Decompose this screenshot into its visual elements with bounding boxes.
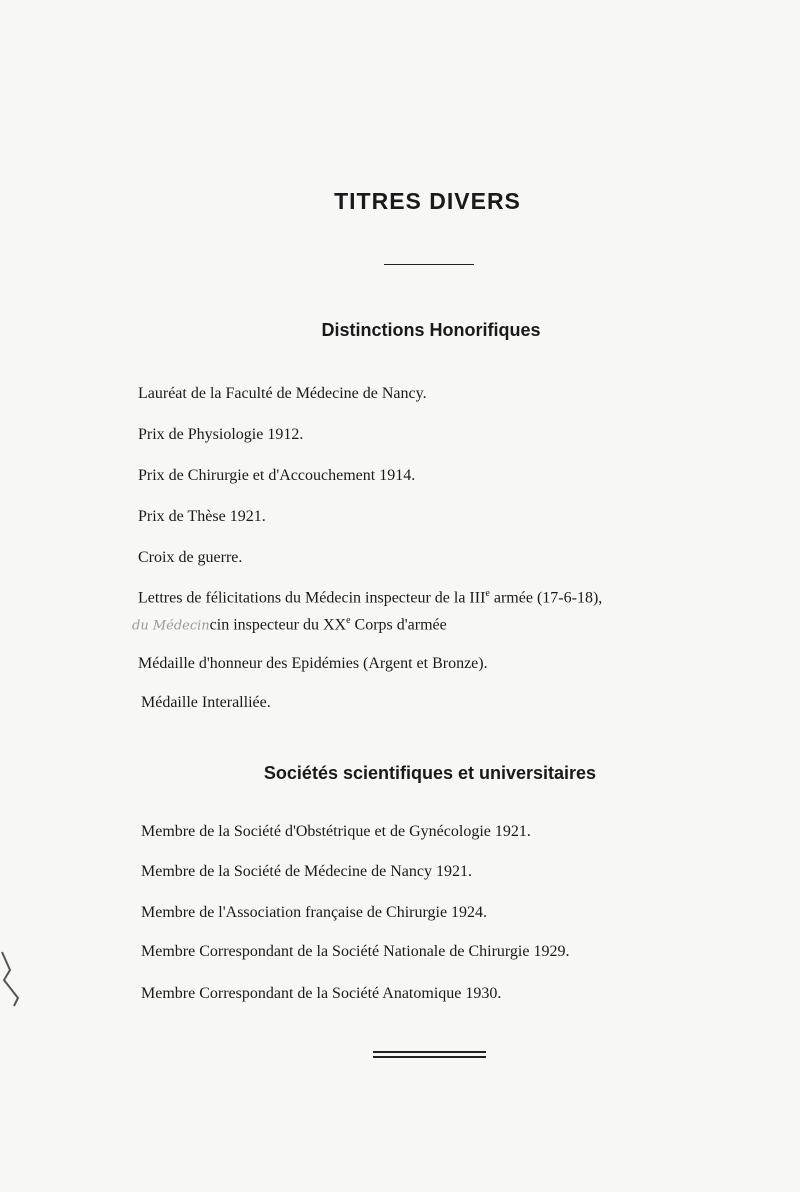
title-divider [384, 264, 474, 265]
list-item-letters [138, 588, 602, 607]
list-item: Médaille Interalliée. [141, 694, 271, 711]
list-item: Prix de Physiologie 1912. [138, 426, 304, 443]
letters-line2-end: Corps d'armée [354, 616, 447, 634]
list-item: Prix de Thèse 1921. [138, 508, 266, 525]
list-item: Médaille d'honneur des Epidémies (Argent et Bronze). [138, 655, 488, 672]
page-title: TITRES DIVERS [334, 188, 521, 214]
superscript: e [485, 588, 490, 599]
letters-text: Lettres de félicitations du Médecin inspecteur de la III [138, 589, 486, 607]
list-item: Croix de guerre. [138, 549, 243, 566]
margin-mark-icon [0, 950, 24, 1010]
handwritten-annotation: du Médecin [132, 618, 210, 634]
list-item: Lauréat de la Faculté de Médecine de Nancy. [138, 385, 427, 402]
list-item: Membre de la Société de Médecine de Nancy 1921. [141, 863, 472, 880]
section-heading-societes: Sociétés scientifiques et universitaires [263, 763, 597, 783]
letters-line2-text: cin inspecteur du XX [209, 616, 347, 634]
letters-suffix: armée (17-6-18), [493, 589, 603, 607]
list-item: Membre Correspondant de la Société Anatomique 1930. [141, 985, 502, 1002]
list-item: Membre de l'Association française de Chirurgie 1924. [141, 904, 488, 921]
superscript: e [346, 615, 351, 626]
list-item-letters-continued [132, 615, 447, 634]
section-heading-distinctions: Distinctions Honorifiques [321, 320, 541, 340]
closing-divider [373, 1051, 486, 1058]
list-item: Membre Correspondant de la Société Nationale de Chirurgie 1929. [141, 943, 570, 960]
list-item: Membre de la Société d'Obstétrique et de Gynécologie 1921. [141, 823, 531, 840]
list-item: Prix de Chirurgie et d'Accouchement 1914. [138, 467, 416, 484]
